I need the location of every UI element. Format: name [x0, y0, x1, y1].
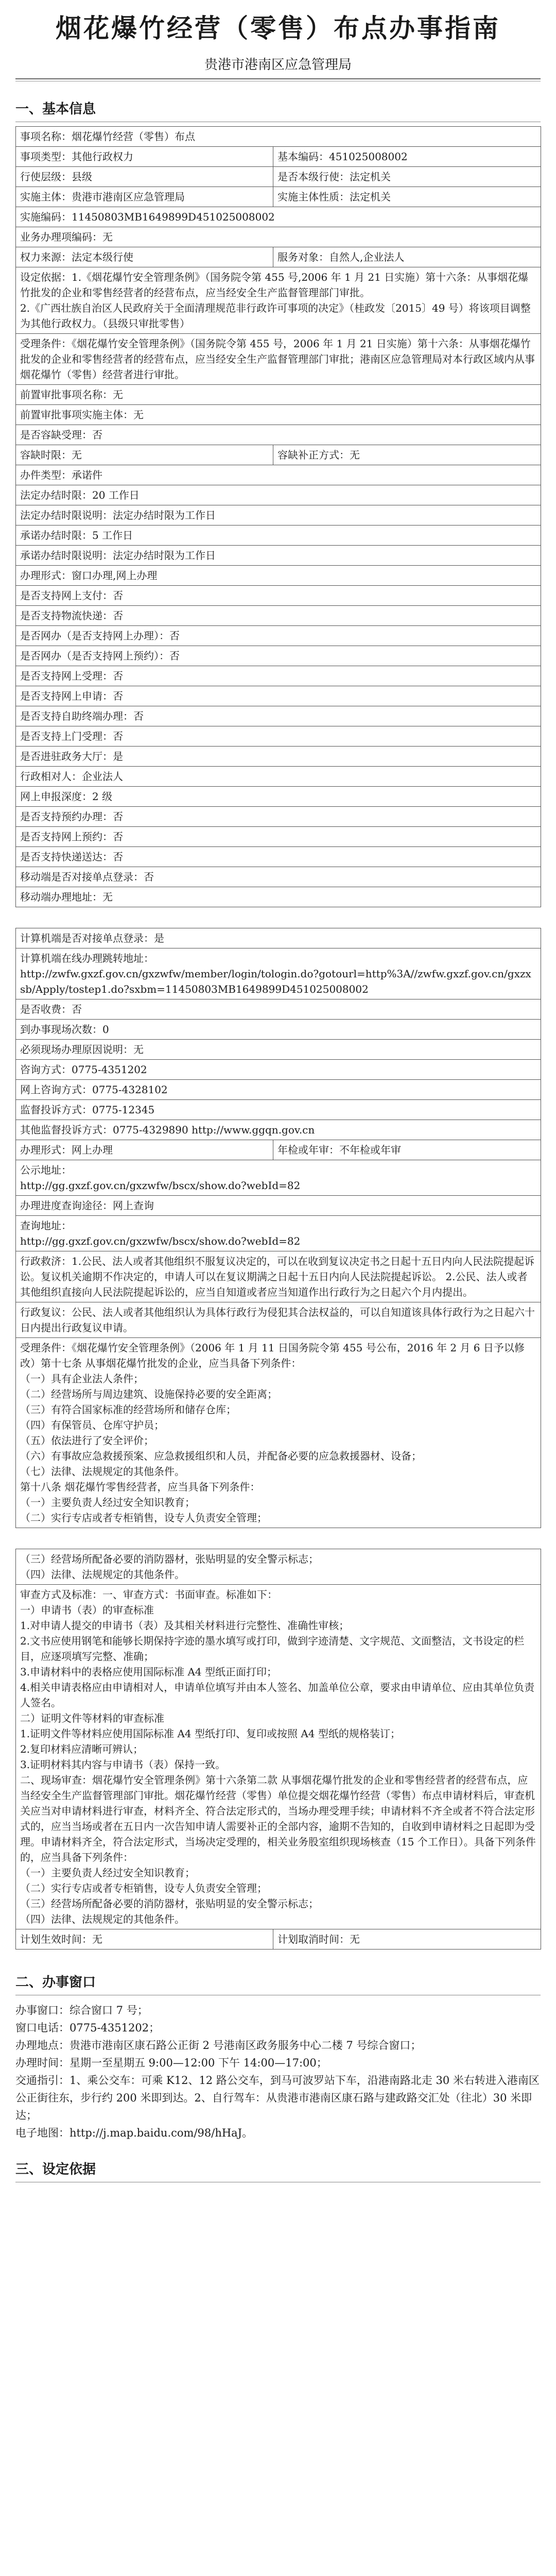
review-cell: 行政复议：公民、法人或者其他组织认为具体行政行为侵犯其合法权益的，可以自知道该具体行政行为之日起六十日内提出行政复议申请。 [16, 1302, 541, 1338]
legal-basis-line: 2.《广西壮族自治区人民政府关于全面清理规范非行政许可事项的决定》（桂政发〔2015〕49 号）将该项目调整为其他行政权力。（县级只审批零售） [20, 302, 531, 330]
query-url-cell [16, 1216, 541, 1251]
table-cell: 移动端办理地址：无 [16, 887, 541, 907]
table-cell: 是否支持物流快递：否 [16, 606, 541, 626]
review-method-cell [16, 1585, 541, 1929]
table-cell: 基本编码：451025008002 [273, 147, 541, 167]
online-service-table [15, 928, 541, 1528]
legal-basis-line: 设定依据：1.《烟花爆竹安全管理条例》（国务院令第 455 号,2006 年 1 月 21 日实施）第十六条：从事烟花爆竹批发的企业和零售经营者的经营布点，应当经安全生产监督管理部门审批。 [20, 271, 529, 299]
acceptance-line: （五）依法进行了安全评价； [20, 1434, 154, 1447]
public-url-link[interactable]: http://gg.gxzf.gov.cn/gxzwfw/bscx/show.do?webId=82 [20, 1179, 301, 1192]
table-cell: 是否网办（是否支持网上预约）：否 [16, 646, 541, 666]
table-cell: 其他监督投诉方式：0775-4329890 http://www.ggqn.gov.cn [16, 1120, 541, 1140]
table-cell: 是否进驻政务大厅：是 [16, 747, 541, 767]
review-method-title: 审查方式及标准：一、审查方式：书面审查。标准如下： [20, 1588, 277, 1601]
table-cell: 服务对象：自然人,企业法人 [273, 247, 541, 267]
table-cell: 是否支持网上受理：否 [16, 666, 541, 686]
table-cell: 是否支持网上预约：否 [16, 827, 541, 847]
acceptance-line: （六）有事故应急救援预案、应急救援组织和人员，并配备必要的应急救援器材、设备； [20, 1450, 422, 1462]
query-url-link[interactable]: http://gg.gxzf.gov.cn/gxzwfw/bscx/show.do?webId=82 [20, 1235, 301, 1247]
table-cell: 办件类型：承诺件 [16, 465, 541, 485]
acceptance-line: （一）主要负责人经过安全知识教育； [20, 1496, 195, 1509]
table-cell: 前置审批事项名称：无 [16, 385, 541, 405]
table-cell: 容缺时限：无 [16, 445, 273, 465]
condition-cell: 受理条件：《烟花爆竹安全管理条例》（国务院令第 455 号，2006 年 1 月 21 日实施）第十六条：从事烟花爆竹批发的企业和零售经营者的经营布点，应当经安全生产监督管理部门审批；港南区应急管理局对本行政区域内从事烟花爆竹（零售）经营者进行审批。 [16, 334, 541, 385]
table-cell: 行政相对人：企业法人 [16, 767, 541, 787]
review-line: 1.对申请人提交的申请书（表）及其相关材料进行完整性、准确性审核； [20, 1619, 350, 1632]
relief-cell: 行政救济：1.公民、法人或者其他组织不服复议决定的，可以在收到复议决定书之日起十五日内向人民法院提起诉讼。复议机关逾期不作决定的，申请人可以在复议期满之日起十五日内向人民法院提起诉讼。 2.公民、法人或者其他组织直接向人民法院提起诉讼的，应当自知道或者应当知道作出行政行为之日起六个月内提出。 [16, 1251, 541, 1302]
acceptance-line: （七）法律、法规规定的其他条件。 [20, 1465, 185, 1478]
review-line: 二）证明文件等材料的审查标准 [20, 1712, 164, 1724]
table-cell: 是否收费：否 [16, 999, 541, 1020]
table-cell: 业务办理项编码：无 [16, 227, 541, 247]
table-cell: 到办事现场次数：0 [16, 1020, 541, 1040]
table-cell: 办理形式：窗口办理,网上办理 [16, 566, 541, 586]
review-table [15, 1549, 541, 1950]
window-name: 办事窗口：综合窗口 7 号； [15, 2004, 148, 2016]
review-line: （三）经营场所配备必要的消防器材，张贴明显的安全警示标志； [20, 1897, 319, 1910]
table-cell: 是否网办（是否支持网上办理）：否 [16, 626, 541, 646]
table-cell: 计算机端是否对接单点登录：是 [16, 928, 541, 948]
online-url-cell [16, 948, 541, 999]
online-url-link[interactable]: http://zwfw.gxzf.gov.cn/gxzwfw/member/login/tologin.do?gotourl=http%3A//zwfw.gxzf.gov.cn/gxzxsb/Apply/tostep1.do?sxbm=11450803MB1649899D451025008002 [20, 968, 531, 995]
review-line: （一）主要负责人经过安全知识教育； [20, 1867, 195, 1879]
table-cell: 网上咨询方式：0775-4328102 [16, 1080, 541, 1100]
basic-info-table [15, 126, 541, 907]
continuation-line: （三）经营场所配备必要的消防器材，张贴明显的安全警示标志； [20, 1553, 319, 1565]
window-phone: 窗口电话：0775-4351202； [15, 2022, 160, 2034]
window-map-link[interactable]: 电子地图：http://j.map.baidu.com/98/hHaJ。 [15, 2127, 253, 2139]
public-url-cell [16, 1160, 541, 1196]
table-cell: 是否支持快递送达：否 [16, 847, 541, 867]
section-window-title: 二、办事窗口 [15, 1975, 96, 1990]
window-traffic: 交通指引：1、乘公交车：可乘 K12、12 路公交车，到马可波罗站下车，沿港南路北走 30 米右转进入港南区公正街往东，步行约 200 米即到达。2、自行驾车：从贵港市港南区康石路与建政路交汇处（往北）30 米即达； [15, 2074, 540, 2122]
public-url-label: 公示地址： [20, 1164, 72, 1176]
acceptance-cell [16, 1338, 541, 1528]
table-cell: 是否支持上门受理：否 [16, 726, 541, 747]
review-line: 二、现场审查：烟花爆竹安全管理条例》第十六条第二款 从事烟花爆竹批发的企业和零售经营者的经营布点，应当经安全生产监督管理部门审批。烟花爆竹经营（零售）单位提交烟花爆竹经营（零售）布点申请材料后，审查机关应当对申请材料进行审查，材料齐全、符合法定形式的，当场办理受理手续；申请材料不齐全或者不符合法定形式的，应当当场或者在五日内一次告知申请人需要补正的全部内容，逾期不告知的，自收到申请材料之日起即为受理。申请材料齐全，符合法定形式，当场决定受理的，相关业务股室组织现场核查（15 个工作日）。具备下列条件的，应当具备下列条件： [20, 1774, 536, 1863]
review-line: 4.相关申请表格应由申请相对人，申请单位填写并由本人签名、加盖单位公章，要求由申请单位、应由其单位负责人签名。 [20, 1681, 535, 1709]
online-url-label: 计算机端在线办理跳转地址： [20, 952, 154, 964]
review-line: （二）实行专店或者专柜销售，设专人负责安全管理； [20, 1882, 267, 1894]
table-cell: 是否支持自助终端办理：否 [16, 706, 541, 726]
review-line: 2.文书应使用钢笔和能够长期保持字迹的墨水填写或打印，做到字迹清楚、文字规范、文面整洁，文书设定的栏目，应逐项填写完整、准确； [20, 1635, 525, 1663]
review-line: 一）申请书（表）的审查标准 [20, 1604, 154, 1616]
legal-basis-cell [16, 267, 541, 334]
table-cell: 容缺补正方式：无 [273, 445, 541, 465]
table-cell: 年检或年审：不年检或年审 [273, 1140, 541, 1160]
window-info [15, 2002, 541, 2142]
table-cell: 承诺办结时限说明：法定办结时限为工作日 [16, 546, 541, 566]
table-cell: 实施编码：11450803MB1649899D451025008002 [16, 207, 541, 227]
table-cell: 办理形式：网上办理 [16, 1140, 273, 1160]
review-line: 1.证明文件等材料应使用国际标准 A4 型纸打印、复印或按照 A4 型纸的规格装订； [20, 1727, 401, 1740]
section-basis-title: 三、设定依据 [15, 2162, 96, 2177]
table-cell: 是否容缺受理：否 [16, 425, 541, 445]
review-line: 3.申请材料中的表格应使用国际标准 A4 型纸正面打印； [20, 1666, 277, 1678]
table-cell: 事项名称：烟花爆竹经营（零售）布点 [16, 127, 541, 147]
acceptance-line: （二）经营场所与周边建筑、设施保持必要的安全距离； [20, 1388, 277, 1400]
table-cell: 前置审批事项实施主体：无 [16, 405, 541, 425]
table-cell: 是否支持网上支付：否 [16, 586, 541, 606]
table-cell: 是否支持预约办理：否 [16, 807, 541, 827]
table-cell: 计划生效时间：无 [16, 1929, 273, 1950]
title-divider [15, 78, 541, 81]
table-cell: 计划取消时间：无 [273, 1929, 541, 1950]
table-cell: 监督投诉方式：0775-12345 [16, 1100, 541, 1120]
table-cell: 承诺办结时限：5 工作日 [16, 526, 541, 546]
page-gap [0, 907, 556, 928]
table-cell: 实施主体：贵港市港南区应急管理局 [16, 187, 273, 207]
acceptance-line: （四）有保管员、仓库守护员； [20, 1419, 164, 1431]
table-cell: 必须现场办理原因说明：无 [16, 1040, 541, 1060]
table-cell: 实施主体性质：法定机关 [273, 187, 541, 207]
acceptance-line: （三）有符合国家标准的经营场所和储存仓库； [20, 1403, 236, 1416]
query-url-label: 查询地址： [20, 1219, 72, 1232]
acceptance-line: 受理条件：《烟花爆竹安全管理条例》（2006 年 1 月 11 日国务院令第 455 号公布，2016 年 2 月 6 日予以修改）第十七条 从事烟花爆竹批发的企业，应当具备下列条件： [20, 1342, 525, 1369]
acceptance-line: （二）实行专店或者专柜销售，设专人负责安全管理； [20, 1512, 267, 1524]
table-cell: 网上申报深度：2 级 [16, 787, 541, 807]
section-basic-info-title: 一、基本信息 [15, 101, 96, 117]
table-cell: 办理进度查询途径：网上查询 [16, 1196, 541, 1216]
table-cell: 行使层级：县级 [16, 167, 273, 187]
page-gap [0, 1528, 556, 1549]
continuation-line: （四）法律、法规规定的其他条件。 [20, 1568, 185, 1581]
organization-name: 贵港市港南区应急管理局 [204, 57, 352, 73]
review-line: 2.复印材料应清晰可辨认； [20, 1743, 144, 1755]
table-cell: 移动端是否对接单点登录：否 [16, 867, 541, 887]
table-cell: 法定办结时限：20 工作日 [16, 485, 541, 505]
review-line: 3.证明材料其内容与申请书（表）保持一致。 [20, 1758, 226, 1771]
acceptance-line: 第十八条 烟花爆竹零售经营者，应当具备下列条件： [20, 1481, 260, 1493]
table-cell: 咨询方式：0775-4351202 [16, 1060, 541, 1080]
table-cell: 是否支持网上申请：否 [16, 686, 541, 706]
continuation-cell [16, 1549, 541, 1585]
page-title: 烟花爆竹经营（零售）布点办事指南 [56, 13, 500, 43]
window-hours: 办理时间：星期一至星期五 9:00—12:00 下午 14:00—17:00； [15, 2057, 327, 2069]
table-cell: 法定办结时限说明：法定办结时限为工作日 [16, 505, 541, 526]
table-cell: 事项类型：其他行政权力 [16, 147, 273, 167]
table-cell: 权力来源：法定本级行使 [16, 247, 273, 267]
acceptance-line: （一）具有企业法人条件； [20, 1372, 144, 1385]
table-cell: 是否本级行使：法定机关 [273, 167, 541, 187]
window-address: 办理地点：贵港市港南区康石路公正街 2 号港南区政务服务中心二楼 7 号综合窗口； [15, 2039, 422, 2052]
review-line: （四）法律、法规规定的其他条件。 [20, 1913, 185, 1925]
